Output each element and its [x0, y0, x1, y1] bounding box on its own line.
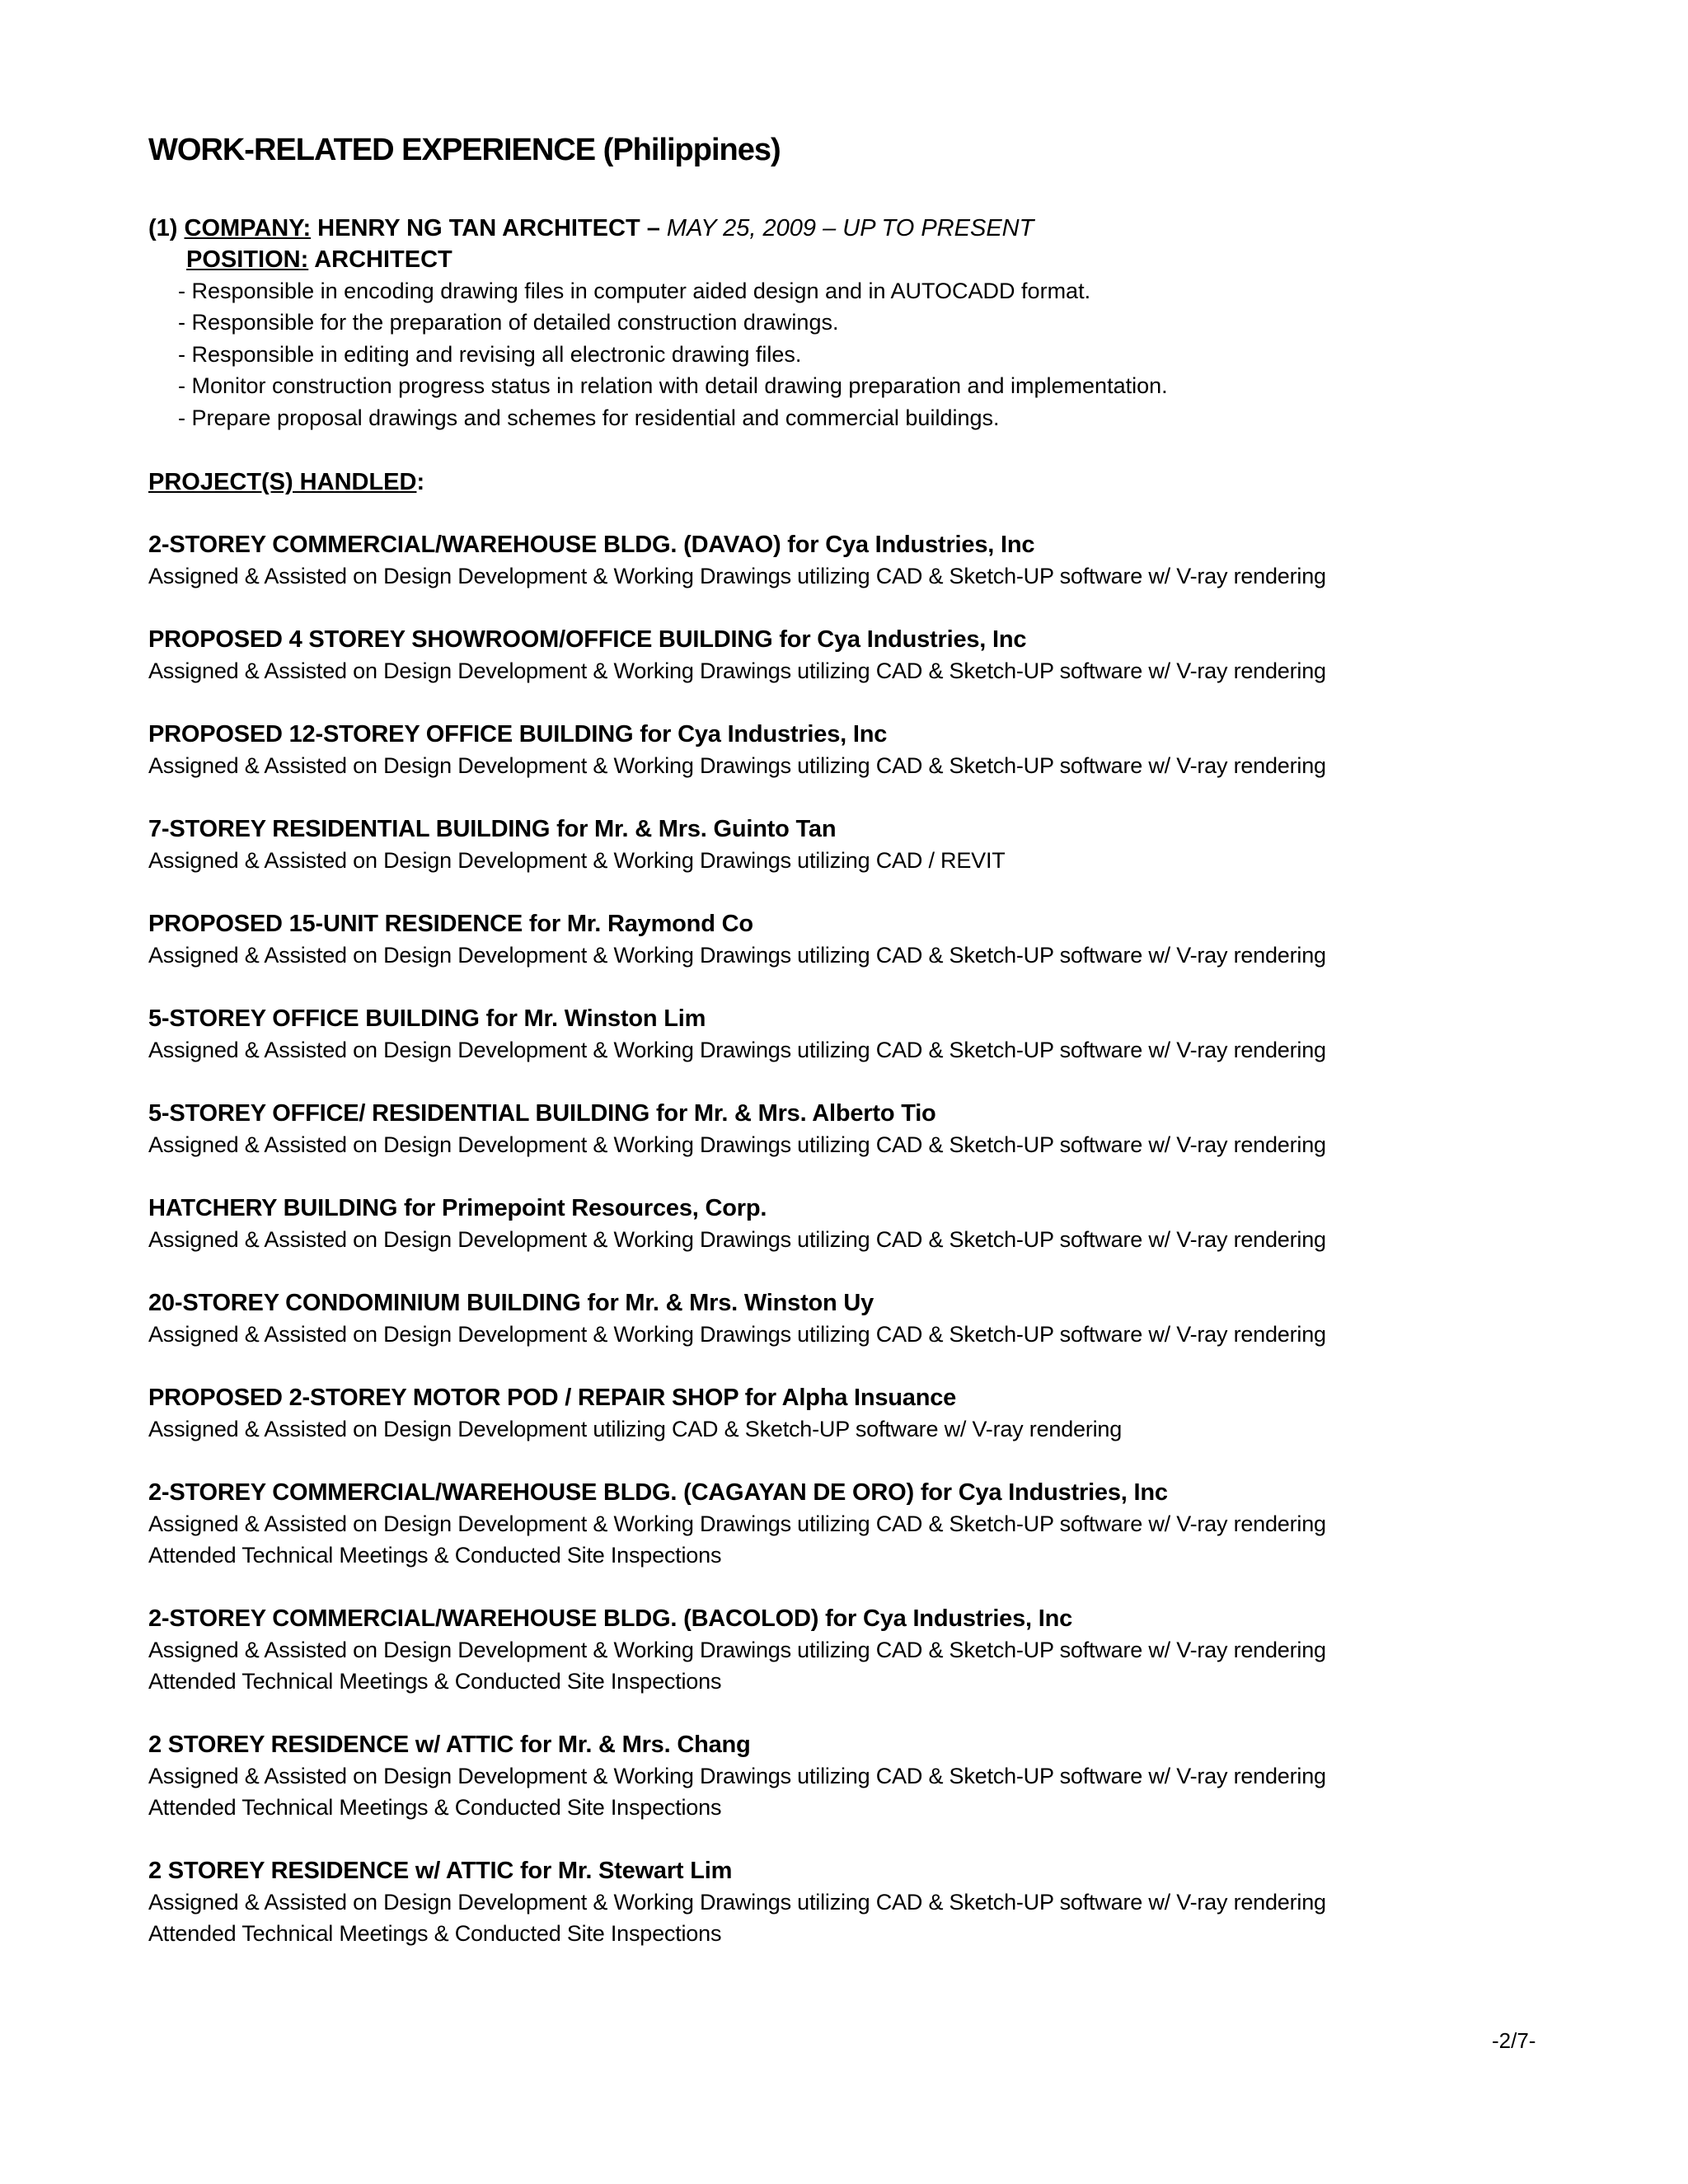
- project-description: Attended Technical Meetings & Conducted Site Inspections: [148, 1543, 722, 1568]
- duty-item: - Responsible in encoding drawing files in computer aided design and in AUTOCADD format.: [178, 278, 1091, 303]
- project-item: [148, 1729, 1550, 1823]
- project-item: [148, 1603, 1550, 1697]
- project-description: Assigned & Assisted on Design Development & Working Drawings utilizing CAD & Sketch-UP software w/ V-ray rendering: [148, 1132, 1326, 1158]
- project-description: Assigned & Assisted on Design Development & Working Drawings utilizing CAD & Sketch-UP software w/ V-ray rendering: [148, 1038, 1326, 1063]
- project-title: HATCHERY BUILDING for Primepoint Resources, Corp.: [148, 1195, 767, 1222]
- project-item: [148, 719, 1550, 781]
- duty-item: - Responsible in editing and revising all electronic drawing files.: [178, 341, 802, 367]
- project-description: Assigned & Assisted on Design Development & Working Drawings utilizing CAD & Sketch-UP software w/ V-ray rendering: [148, 753, 1326, 779]
- project-description: Assigned & Assisted on Design Development & Working Drawings utilizing CAD & Sketch-UP software w/ V-ray rendering: [148, 1227, 1326, 1253]
- project-description: Assigned & Assisted on Design Development & Working Drawings utilizing CAD & Sketch-UP software w/ V-ray rendering: [148, 1511, 1326, 1537]
- project-title: 2 STOREY RESIDENCE w/ ATTIC for Mr. Stewart Lim: [148, 1858, 733, 1885]
- project-description: Attended Technical Meetings & Conducted Site Inspections: [148, 1795, 722, 1821]
- project-item: [148, 1382, 1550, 1445]
- position-label: POSITION:: [186, 246, 309, 273]
- project-title: 5-STOREY OFFICE/ RESIDENTIAL BUILDING for Mr. & Mrs. Alberto Tio: [148, 1100, 936, 1127]
- project-item: [148, 624, 1550, 687]
- project-description: Assigned & Assisted on Design Development utilizing CAD & Sketch-UP software w/ V-ray rendering: [148, 1417, 1123, 1442]
- company-name: HENRY NG TAN ARCHITECT –: [311, 214, 667, 241]
- project-item: [148, 1193, 1550, 1255]
- project-description: Attended Technical Meetings & Conducted Site Inspections: [148, 1669, 722, 1694]
- project-description: Assigned & Assisted on Design Development & Working Drawings utilizing CAD & Sketch-UP software w/ V-ray rendering: [148, 1764, 1326, 1789]
- project-description: Assigned & Assisted on Design Development & Working Drawings utilizing CAD & Sketch-UP software w/ V-ray rendering: [148, 943, 1326, 968]
- project-title: 20-STOREY CONDOMINIUM BUILDING for Mr. & Mrs. Winston Uy: [148, 1290, 874, 1317]
- project-item: [148, 1855, 1550, 1949]
- project-title: 7-STOREY RESIDENTIAL BUILDING for Mr. & Mrs. Guinto Tan: [148, 816, 837, 843]
- duty-item: - Monitor construction progress status in relation with detail drawing preparation and implementation.: [178, 373, 1168, 399]
- project-title: 2-STOREY COMMERCIAL/WAREHOUSE BLDG. (DAVAO) for Cya Industries, Inc: [148, 532, 1035, 559]
- projects-list: [148, 529, 1550, 1949]
- project-title: PROPOSED 12-STOREY OFFICE BUILDING for Cya Industries, Inc: [148, 721, 888, 748]
- project-title: PROPOSED 15-UNIT RESIDENCE for Mr. Raymond Co: [148, 911, 753, 938]
- project-description: Attended Technical Meetings & Conducted Site Inspections: [148, 1921, 722, 1947]
- section-heading: WORK-RELATED EXPERIENCE (Philippines): [148, 133, 781, 167]
- project-item: [148, 1477, 1550, 1571]
- company-label: COMPANY:: [184, 214, 312, 241]
- position-title: ARCHITECT: [308, 246, 452, 273]
- project-item: [148, 813, 1550, 876]
- project-item: [148, 908, 1550, 971]
- company-line: [148, 213, 1550, 244]
- project-title: PROPOSED 2-STOREY MOTOR POD / REPAIR SHOP for Alpha Insuance: [148, 1385, 957, 1412]
- project-title: 2-STOREY COMMERCIAL/WAREHOUSE BLDG. (BACOLOD) for Cya Industries, Inc: [148, 1605, 1073, 1633]
- projects-label-text: PROJECT(S) HANDLED: [148, 469, 417, 496]
- page-number: -2/7-: [1492, 2028, 1536, 2053]
- duty-item: - Prepare proposal drawings and schemes for residential and commercial buildings.: [178, 405, 1000, 430]
- project-description: Assigned & Assisted on Design Development & Working Drawings utilizing CAD / REVIT: [148, 848, 1006, 874]
- company-number: (1): [148, 214, 178, 241]
- project-description: Assigned & Assisted on Design Development & Working Drawings utilizing CAD & Sketch-UP software w/ V-ray rendering: [148, 658, 1326, 684]
- project-item: [148, 1098, 1550, 1160]
- resume-page: [148, 132, 1550, 1981]
- project-item: [148, 1287, 1550, 1350]
- company-dates: MAY 25, 2009 – UP TO PRESENT: [666, 214, 1034, 241]
- project-title: PROPOSED 4 STOREY SHOWROOM/OFFICE BUILDING for Cya Industries, Inc: [148, 626, 1027, 654]
- projects-label-colon: :: [416, 469, 425, 496]
- projects-label: [148, 466, 1550, 498]
- project-title: 2-STOREY COMMERCIAL/WAREHOUSE BLDG. (CAGAYAN DE ORO) for Cya Industries, Inc: [148, 1479, 1168, 1507]
- duty-item: - Responsible for the preparation of detailed construction drawings.: [178, 310, 839, 335]
- position-line: [148, 244, 1550, 275]
- duties-list: [148, 275, 1550, 434]
- project-description: Assigned & Assisted on Design Development & Working Drawings utilizing CAD & Sketch-UP software w/ V-ray rendering: [148, 564, 1326, 589]
- project-title: 5-STOREY OFFICE BUILDING for Mr. Winston Lim: [148, 1005, 706, 1033]
- project-description: Assigned & Assisted on Design Development & Working Drawings utilizing CAD & Sketch-UP software w/ V-ray rendering: [148, 1890, 1326, 1915]
- project-item: [148, 529, 1550, 592]
- project-description: Assigned & Assisted on Design Development & Working Drawings utilizing CAD & Sketch-UP software w/ V-ray rendering: [148, 1322, 1326, 1347]
- project-description: Assigned & Assisted on Design Development & Working Drawings utilizing CAD & Sketch-UP software w/ V-ray rendering: [148, 1638, 1326, 1663]
- project-item: [148, 1003, 1550, 1066]
- project-title: 2 STOREY RESIDENCE w/ ATTIC for Mr. & Mrs. Chang: [148, 1732, 751, 1759]
